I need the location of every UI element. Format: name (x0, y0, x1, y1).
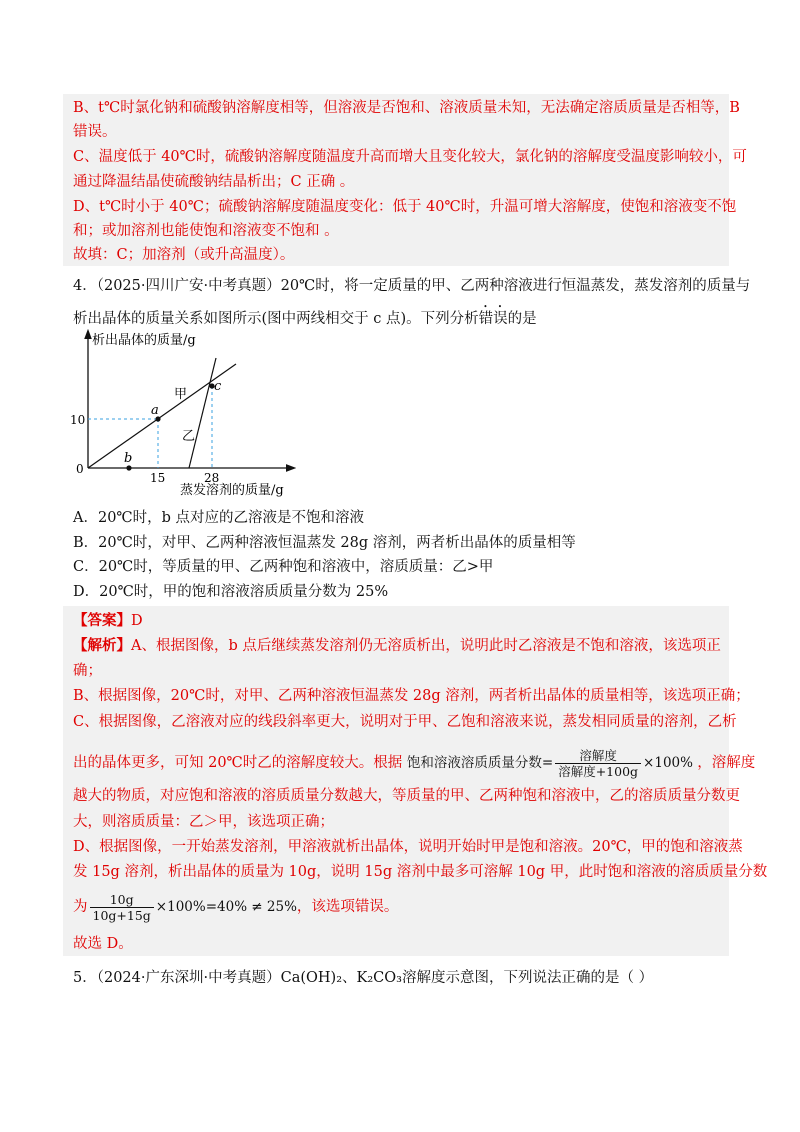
answer-line (73, 611, 143, 631)
text-line: C、温度低于 40℃时，硫酸钠溶解度随温度升高而增大且变化较大，氯化钠的溶解度受温度影响较小，可 (73, 149, 747, 165)
text-line: 越大的物质，对应饱和溶液的溶质质量分数越大，等质量的甲、乙两种饱和溶液中，乙的溶质质量分数更 (73, 788, 740, 804)
x-tick-28: 28 (204, 471, 220, 485)
origin-label: 0 (76, 462, 84, 476)
text-line: 故填：C；加溶剂（或升高温度）。 (73, 247, 295, 263)
fraction-denominator: 10g+15g (90, 907, 154, 923)
text-line: 确； (73, 663, 102, 679)
text-line: 和；或加溶剂也能使饱和溶液变不饱和 。 (73, 223, 339, 239)
text-line: 发 15g 溶剂，析出晶体的质量为 10g，说明 15g 溶剂中最多可溶解 10g 甲，此时饱和溶液的溶质质量分数 (73, 864, 768, 880)
analysis-c: C、根据图像，乙溶液对应的线段斜率更大，说明对于甲、乙饱和溶液来说，蒸发相同质量的溶剂，乙析 (73, 714, 737, 730)
formula-label: 饱和溶液溶质质量分数= (406, 755, 554, 771)
emphasis-word: 错误 (478, 311, 508, 327)
answer-bracket: 【答案】 (73, 612, 131, 629)
label-jia: 甲 (174, 387, 188, 402)
analysis-text: ，该选项错误。 (296, 899, 399, 915)
separator: 、 (342, 970, 357, 986)
point-b (126, 465, 131, 470)
text-line: D、t℃时小于 40℃；硫酸钠溶解度随温度变化：低于 40℃时，升温可增大溶解度，使饱和溶液变不饱 (73, 199, 737, 215)
calc-tail: ×100%=40% ≠ 25% (155, 899, 297, 915)
fraction-denominator: 溶解度+100g (555, 763, 641, 779)
stem-text: 的是 (507, 311, 537, 327)
analysis-a (73, 636, 721, 656)
question-4-stem (73, 303, 537, 329)
analysis-bracket: 【解析】 (73, 637, 131, 654)
x-tick-15: 15 (150, 471, 166, 485)
answer-value: D (131, 613, 143, 629)
analysis-text: A、根据图像，b 点后继续蒸发溶剂仍无溶质析出，说明此时乙溶液是不饱和溶液，该选项正 (131, 638, 721, 654)
formula-k2co3: K₂CO₃ (356, 970, 402, 986)
formula-caoh2: Ca(OH)₂ (280, 970, 343, 986)
text-line: B、t℃时氯化钠和硫酸钠溶解度相等，但溶液是否饱和、溶液质量未知，无法确定溶质质量是否相等，B (73, 100, 740, 116)
stem-text: 5．（2024·广东深圳·中考真题） (73, 970, 281, 986)
x-axis-label: 蒸发溶剂的质量/g (180, 483, 284, 498)
analysis-c-formula-line (73, 748, 755, 779)
fraction-numerator: 溶解度 (579, 748, 617, 763)
y-axis-label: 析出晶体的质量/g (92, 333, 196, 348)
question-4-stem: 4．（2025·四川广安·中考真题）20℃时，将一定质量的甲、乙两种溶液进行恒温蒸发，蒸发溶剂的质量与 (73, 278, 751, 294)
solubility-graph (66, 328, 306, 503)
text-line: 通过降温结晶使硫酸钠结晶析出；C 正确 。 (73, 174, 355, 190)
option-b: B．20℃时，对甲、乙两种溶液恒温蒸发 28g 溶剂，两者析出晶体的质量相等 (73, 535, 576, 551)
option-c: C．20℃时，等质量的甲、乙两种饱和溶液中，溶质质量：乙>甲 (73, 559, 494, 575)
option-a: A．20℃时，b 点对应的乙溶液是不饱和溶液 (73, 510, 365, 526)
point-a-label: a (151, 403, 159, 418)
analysis-b: B、根据图像，20℃时，对甲、乙两种溶液恒温蒸发 28g 溶剂，两者析出晶体的质量相等，该选项正确； (73, 688, 750, 704)
stem-text: 溶解度示意图，下列说法正确的是（ ） (401, 970, 654, 986)
analysis-text: 为 (73, 899, 88, 915)
analysis-d-fraction-line (73, 890, 398, 924)
text-line: 错误。 (73, 124, 117, 140)
fraction-numerator: 10g (109, 891, 134, 907)
formula (406, 748, 697, 779)
option-d: D．20℃时，甲的饱和溶液溶质质量分数为 25% (73, 584, 389, 600)
final-answer: 故选 D。 (73, 936, 133, 952)
y-tick-10: 10 (70, 413, 86, 427)
text-line: 大，则溶质质量：乙＞甲，该选项正确； (73, 814, 334, 830)
point-c-label: c (214, 379, 222, 394)
stem-text: 析出晶体的质量关系如图所示(图中两线相交于 c 点)。下列分析 (73, 311, 479, 327)
calc-fraction (90, 892, 154, 923)
formula-tail: ×100% (643, 755, 693, 771)
formula-fraction (555, 748, 641, 779)
question-5-stem (73, 968, 653, 988)
point-b-label: b (124, 451, 133, 466)
analysis-text: ，溶解度 (697, 755, 756, 771)
analysis-d: D、根据图像，一开始蒸发溶剂，甲溶液就析出晶体，说明开始时甲是饱和溶液。20℃，甲的饱和溶液蒸 (73, 839, 743, 855)
label-yi: 乙 (182, 429, 196, 444)
analysis-text: 出的晶体更多，可知 20℃时乙的溶解度较大。根据 (73, 755, 403, 771)
